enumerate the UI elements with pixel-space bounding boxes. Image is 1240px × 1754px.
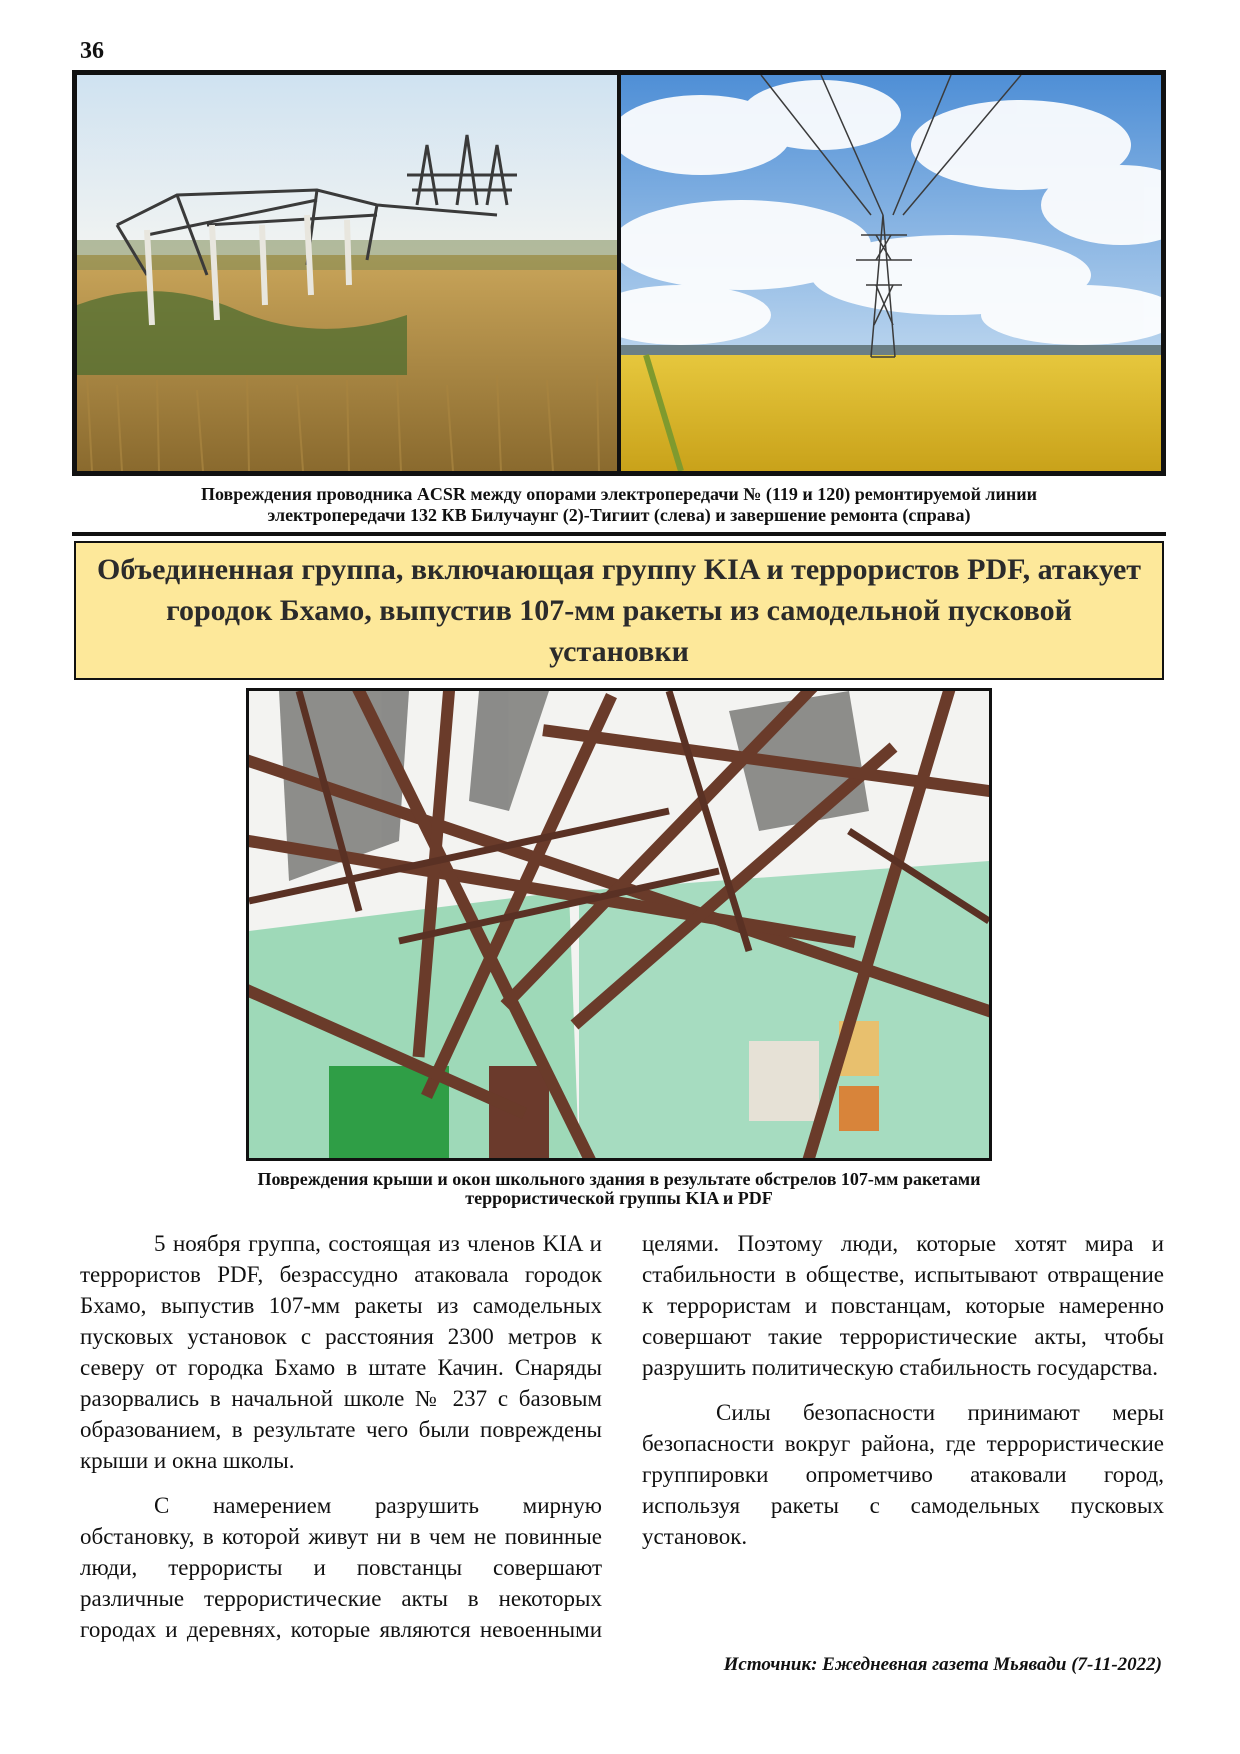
article-headline: Объединенная группа, включающая группу KIA и террористов PDF, атакует городок Бхамо, выпустив 107-мм ракеты из самодельной пусковой установки — [74, 541, 1164, 680]
section-divider — [72, 532, 1166, 536]
article-paragraph-2: С намерением разрушить мирную обстановку, в которой живут ни в чем не повинные люди, террористы и повстанцы совершают различные террористические акты в некоторых городах и деревнях, которые являются невоенными целями. Поэтому люди, которые хотят мира и стабильности в обществе, испытывают отвращение к террористам и повстанцам, которые намеренно совершают такие террористические акты, чтобы разрушить политическую стабильность государства. — [80, 1231, 1164, 1642]
school-photo-caption — [150, 1170, 1088, 1208]
repaired-transmission-tower-photo — [621, 75, 1161, 471]
top-photo-caption — [72, 484, 1166, 526]
source-credit: Источник: Ежедневная газета Мьявади (7-11-2022) — [723, 1654, 1162, 1675]
photo-pair — [72, 70, 1166, 476]
article-body — [80, 1228, 1164, 1648]
top-photo-caption-line-1: Повреждения проводника ACSR между опорами электропередачи № (119 и 120) ремонтируемой линии — [200, 484, 1038, 504]
school-photo-caption-line-1: Повреждения крыши и окон школьного здания в результате обстрелов 107-мм ракетами — [257, 1169, 981, 1189]
article-paragraph-1: 5 ноября группа, состоящая из членов KIA и террористов PDF, безрассудно атаковала городок Бхамо, выпустив 107-мм ракеты из самодельных пусковых установок с расстояния 2300 метров к северу от городка Бхамо в штате Качин. Снаряды разорвались в начальной школе № 237 с базовым образованием, в результате чего были повреждены крыши и окна школы. — [80, 1231, 602, 1473]
damaged-school-roof-photo — [246, 688, 992, 1161]
damaged-transmission-tower-photo — [77, 75, 617, 471]
article-paragraph-3: Силы безопасности принимают меры безопасности вокруг района, где террористические группировки опрометчиво атаковали город, используя ракеты с самодельных пусковых установок. — [642, 1400, 1164, 1549]
top-photo-caption-line-2: электропередачи 132 КВ Билучаунг (2)-Тигиит (слева) и завершение ремонта (справа) — [267, 505, 971, 525]
page-number: 36 — [80, 38, 104, 64]
school-photo-caption-line-2: террористической группы KIA и PDF — [465, 1188, 773, 1208]
